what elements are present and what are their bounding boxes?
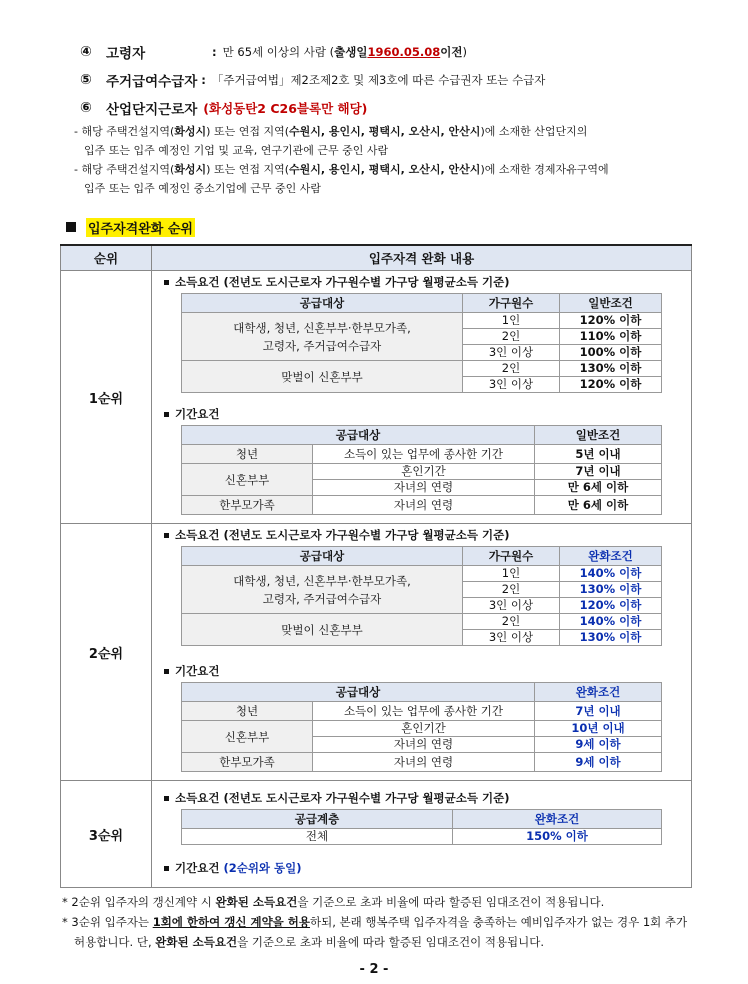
square-bullet-icon [66, 222, 76, 232]
item-number: ⑥ [80, 100, 92, 116]
item-title: 주거급여수급자 [106, 74, 198, 90]
rank-label: 1순위 [61, 271, 152, 524]
income-subtitle: 소득요건 (전년도 도시근로자 가구원수별 가구당 월평균소득 기준) [152, 271, 691, 293]
header-content: 입주자격 완화 내용 [152, 245, 692, 271]
rank-3-row [61, 781, 692, 888]
bullet-icon [164, 669, 169, 674]
rank-1-row [61, 271, 692, 524]
section-title: 입주자격완화 순위 [86, 218, 195, 237]
note-1: * 2순위 입주자의 갱신계약 시 완화된 소득요건을 기준으로 초과 비율에 따라 할증된 임대조건이 적용됩니다. [62, 895, 605, 909]
industrial-desc-1: - 해당 주택건설지역(화성시) 또는 연접 지역(수원시, 용인시, 평택시, 오산시, 안산시)에 소재한 산업단지의 입주 또는 입주 예정인 기업 및 교육, 연구기관에 근무 중인 사람 [74, 125, 588, 157]
header-rank: 순위 [61, 245, 152, 271]
period-table: 공급대상 완화조건 청년 소득이 있는 업무에 종사한 기간 7년 이내 신혼부부 혼인기간 10년 이내 자녀의 연령 9세 이하 한부모가족 자녀의 연령 9세 이하 [181, 682, 662, 772]
period-table: 공급대상 일반조건 청년 소득이 있는 업무에 종사한 기간 5년 이내 신혼부부 혼인기간 7년 이내 자녀의 연령 만 6세 이하 한부모가족 자녀의 연령 만 6세 이하 [181, 425, 662, 515]
section-header [60, 216, 692, 238]
item-number: ⑤ [80, 72, 92, 88]
income-subtitle: 소득요건 (전년도 도시근로자 가구원수별 가구당 월평균소득 기준) [152, 787, 691, 809]
item-number: ④ [80, 44, 92, 60]
birth-date: 1960.05.08 [367, 45, 441, 59]
income-table: 공급계층 완화조건 전체 150% 이하 [181, 809, 662, 845]
income-table: 공급대상 가구원수 일반조건 대학생, 청년, 신혼부부·한부모가족, 고령자, 주거급여수급자 1인 120% 이하 2인 110% 이하 3인 이상 100% 이하 맞벌이 신혼부부 2인 130% 이하 3인 이상 120% 이하 [181, 293, 662, 393]
item-housing-benefit [60, 66, 692, 94]
paren: ) [462, 45, 467, 59]
item-text: 「주거급여법」제2조제2호 및 제3호에 따른 수급권자 또는 수급자 [211, 73, 546, 87]
income-table: 공급대상 가구원수 완화조건 대학생, 청년, 신혼부부·한부모가족, 고령자, 주거급여수급자 1인 140% 이하 2인 130% 이하 3인 이상 120% 이하 맞벌이 신혼부부 2인 140% 이하 3인 이상 130% 이하 [181, 546, 662, 646]
item-title: 산업단지근로자 [106, 102, 198, 118]
period-subtitle: 기간요건 [152, 660, 691, 682]
period-subtitle: 기간요건 [152, 403, 691, 425]
bullet-icon [164, 796, 169, 801]
birth-label: 출생일 [334, 45, 368, 59]
rank-2-row [61, 524, 692, 781]
note-2: * 3순위 입주자는 1회에 한하여 갱신 계약을 허용하되, 본래 행복주택 입주자격을 충족하는 예비입주자가 없는 경우 1회 추가 허용합니다. 단, 완화된 소득요건을 기준으로 초과 비율에 따라 할증된 임대조건이 적용됩니다. [62, 915, 688, 949]
period-subtitle: 기간요건 (2순위와 동일) [152, 857, 691, 879]
item-title: 고령자 [106, 46, 146, 62]
bullet-icon [164, 866, 169, 871]
income-subtitle: 소득요건 (전년도 도시근로자 가구원수별 가구당 월평균소득 기준) [152, 524, 691, 546]
document-page [60, 38, 692, 952]
item-text: 만 65세 이상의 사람 ( [222, 45, 335, 59]
page-number: - 2 - [359, 962, 389, 977]
notes [60, 892, 692, 952]
bullet-icon [164, 533, 169, 538]
item-elderly [60, 38, 692, 66]
bullet-icon [164, 412, 169, 417]
rank-label: 2순위 [61, 524, 152, 781]
rank-label: 3순위 [61, 781, 152, 888]
item-industrial-worker [60, 94, 692, 122]
birth-before: 이전 [440, 45, 463, 59]
item-note: (화성동탄2 C26블록만 해당) [203, 101, 368, 116]
industrial-desc-2: - 해당 주택건설지역(화성시) 또는 연접 지역(수원시, 용인시, 평택시, 오산시, 안산시)에 소재한 경제자유구역에 입주 또는 입주 예정인 중소기업에 근무 중인 사람 [74, 163, 609, 195]
colon: : [212, 45, 217, 59]
bullet-icon [164, 280, 169, 285]
colon: : [201, 73, 206, 87]
relaxation-table [60, 244, 692, 888]
